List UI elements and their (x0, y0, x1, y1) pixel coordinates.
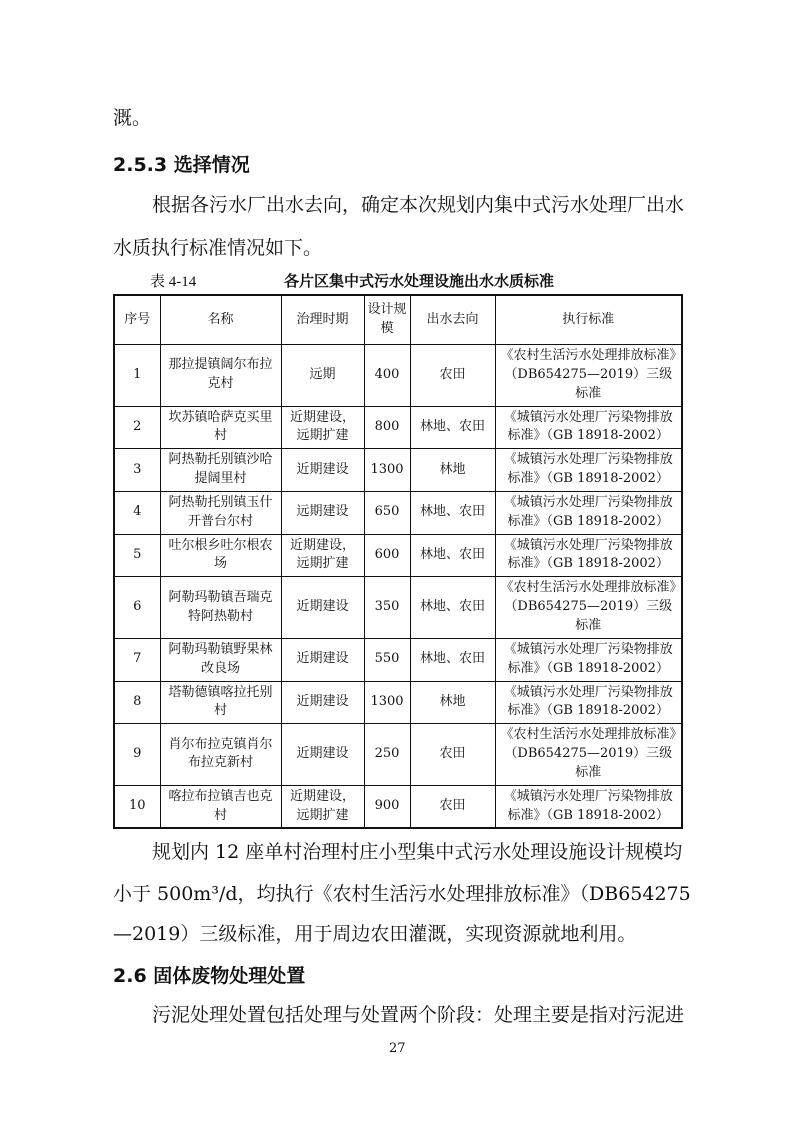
cell-period: 近期建设 (281, 681, 364, 724)
cell-name: 喀拉布拉镇吉也克村 (160, 785, 281, 828)
after-table-paragraph-line-3: —2019）三级标准，用于周边农田灌溉，实现资源就地利用。 (113, 923, 637, 945)
cell-scale: 550 (364, 638, 410, 681)
cell-outlet: 农田 (410, 345, 495, 407)
cell-standard: 《城镇污水处理厂污染物排放标准》（GB 18918-2002） (495, 406, 682, 449)
cell-period: 近期建设，远期扩建 (281, 534, 364, 577)
cell-period: 远期建设 (281, 491, 364, 534)
table-row (114, 449, 682, 492)
cell-name: 阿勒玛勒镇野果林改良场 (160, 638, 281, 681)
cell-name: 塔勒德镇喀拉托别村 (160, 681, 281, 724)
cell-outlet: 农田 (410, 724, 495, 786)
table-row (114, 406, 682, 449)
table-row (114, 681, 682, 724)
table-row (114, 577, 682, 639)
cell-period: 近期建设，远期扩建 (281, 406, 364, 449)
cell-name: 肖尔布拉克镇肖尔布拉克新村 (160, 724, 281, 786)
header-period: 治理时期 (281, 295, 364, 345)
cell-name: 那拉提镇阔尔布拉克村 (160, 345, 281, 407)
cell-standard: 《农村生活污水处理排放标准》（DB654275—2019）三级标准 (495, 724, 682, 786)
cell-period: 近期建设 (281, 577, 364, 639)
page-number: 27 (389, 1041, 406, 1056)
cell-outlet: 林地、农田 (410, 638, 495, 681)
cell-no: 9 (114, 724, 160, 786)
cell-name: 吐尔根乡吐尔根农场 (160, 534, 281, 577)
header-standard: 执行标准 (495, 295, 682, 345)
cell-outlet: 农田 (410, 785, 495, 828)
after-table-paragraph-line-2: 小于 500m³/d，均执行《农村生活污水处理排放标准》（DB654275 (113, 883, 691, 905)
cell-no: 5 (114, 534, 160, 577)
cell-name: 阿勒玛勒镇吾瑞克特阿热勒村 (160, 577, 281, 639)
table-row (114, 491, 682, 534)
cell-outlet: 林地、农田 (410, 534, 495, 577)
section-2-5-3-heading: 2.5.3 选择情况 (113, 154, 250, 176)
cell-scale: 250 (364, 724, 410, 786)
cell-no: 3 (114, 449, 160, 492)
table-row (114, 724, 682, 786)
cell-no: 6 (114, 577, 160, 639)
cell-outlet: 林地、农田 (410, 491, 495, 534)
cell-scale: 800 (364, 406, 410, 449)
cell-name: 坎苏镇哈萨克买里村 (160, 406, 281, 449)
cell-outlet: 林地 (410, 449, 495, 492)
cell-scale: 1300 (364, 681, 410, 724)
cell-scale: 1300 (364, 449, 410, 492)
section-2-6-heading: 2.6 固体废物处理处置 (113, 965, 306, 987)
section-2-6-paragraph-line-1: 污泥处理处置包括处理与处置两个阶段：处理主要是指对污泥进 (152, 1004, 685, 1026)
cell-no: 1 (114, 345, 160, 407)
header-outlet: 出水去向 (410, 295, 495, 345)
cell-outlet: 林地、农田 (410, 406, 495, 449)
header-scale: 设计规模 (364, 295, 410, 345)
cell-standard: 《城镇污水处理厂污染物排放标准》（GB 18918-2002） (495, 491, 682, 534)
cell-standard: 《农村生活污水处理排放标准》（DB654275—2019）三级标准 (495, 577, 682, 639)
cell-scale: 900 (364, 785, 410, 828)
cell-outlet: 林地 (410, 681, 495, 724)
table-caption-title: 各片区集中式污水处理设施出水水质标准 (284, 272, 555, 290)
cell-period: 近期建设 (281, 449, 364, 492)
cell-period: 远期 (281, 345, 364, 407)
cell-outlet: 林地、农田 (410, 577, 495, 639)
water-quality-standard-table (113, 294, 683, 829)
table-header-row (114, 295, 682, 345)
cell-name: 阿热勒托别镇沙哈提阔里村 (160, 449, 281, 492)
intro-tail-text: 溉。 (113, 107, 152, 129)
cell-standard: 《城镇污水处理厂污染物排放标准》（GB 18918-2002） (495, 638, 682, 681)
after-table-paragraph-line-1: 规划内 12 座单村治理村庄小型集中式污水处理设施设计规模均 (152, 841, 683, 863)
cell-scale: 350 (364, 577, 410, 639)
cell-no: 7 (114, 638, 160, 681)
table-caption-number: 表 4-14 (150, 274, 197, 290)
section-2-5-3-paragraph-line-1: 根据各污水厂出水去向，确定本次规划内集中式污水处理厂出水 (152, 194, 685, 216)
cell-no: 2 (114, 406, 160, 449)
table-row (114, 534, 682, 577)
cell-standard: 《城镇污水处理厂污染物排放标准》（GB 18918-2002） (495, 681, 682, 724)
cell-no: 10 (114, 785, 160, 828)
cell-period: 近期建设 (281, 724, 364, 786)
cell-no: 4 (114, 491, 160, 534)
cell-standard: 《城镇污水处理厂污染物排放标准》（GB 18918-2002） (495, 534, 682, 577)
cell-standard: 《城镇污水处理厂污染物排放标准》（GB 18918-2002） (495, 449, 682, 492)
cell-standard: 《城镇污水处理厂污染物排放标准》（GB 18918-2002） (495, 785, 682, 828)
cell-standard: 《农村生活污水处理排放标准》（DB654275—2019）三级标准 (495, 345, 682, 407)
cell-name: 阿热勒托别镇玉什开普台尔村 (160, 491, 281, 534)
cell-period: 近期建设，远期扩建 (281, 785, 364, 828)
cell-no: 8 (114, 681, 160, 724)
cell-scale: 400 (364, 345, 410, 407)
table-row (114, 345, 682, 407)
header-name: 名称 (160, 295, 281, 345)
cell-period: 近期建设 (281, 638, 364, 681)
section-2-5-3-paragraph-line-2: 水质执行标准情况如下。 (113, 237, 323, 259)
cell-scale: 600 (364, 534, 410, 577)
table-row (114, 785, 682, 828)
table-row (114, 638, 682, 681)
cell-scale: 650 (364, 491, 410, 534)
header-no: 序号 (114, 295, 160, 345)
